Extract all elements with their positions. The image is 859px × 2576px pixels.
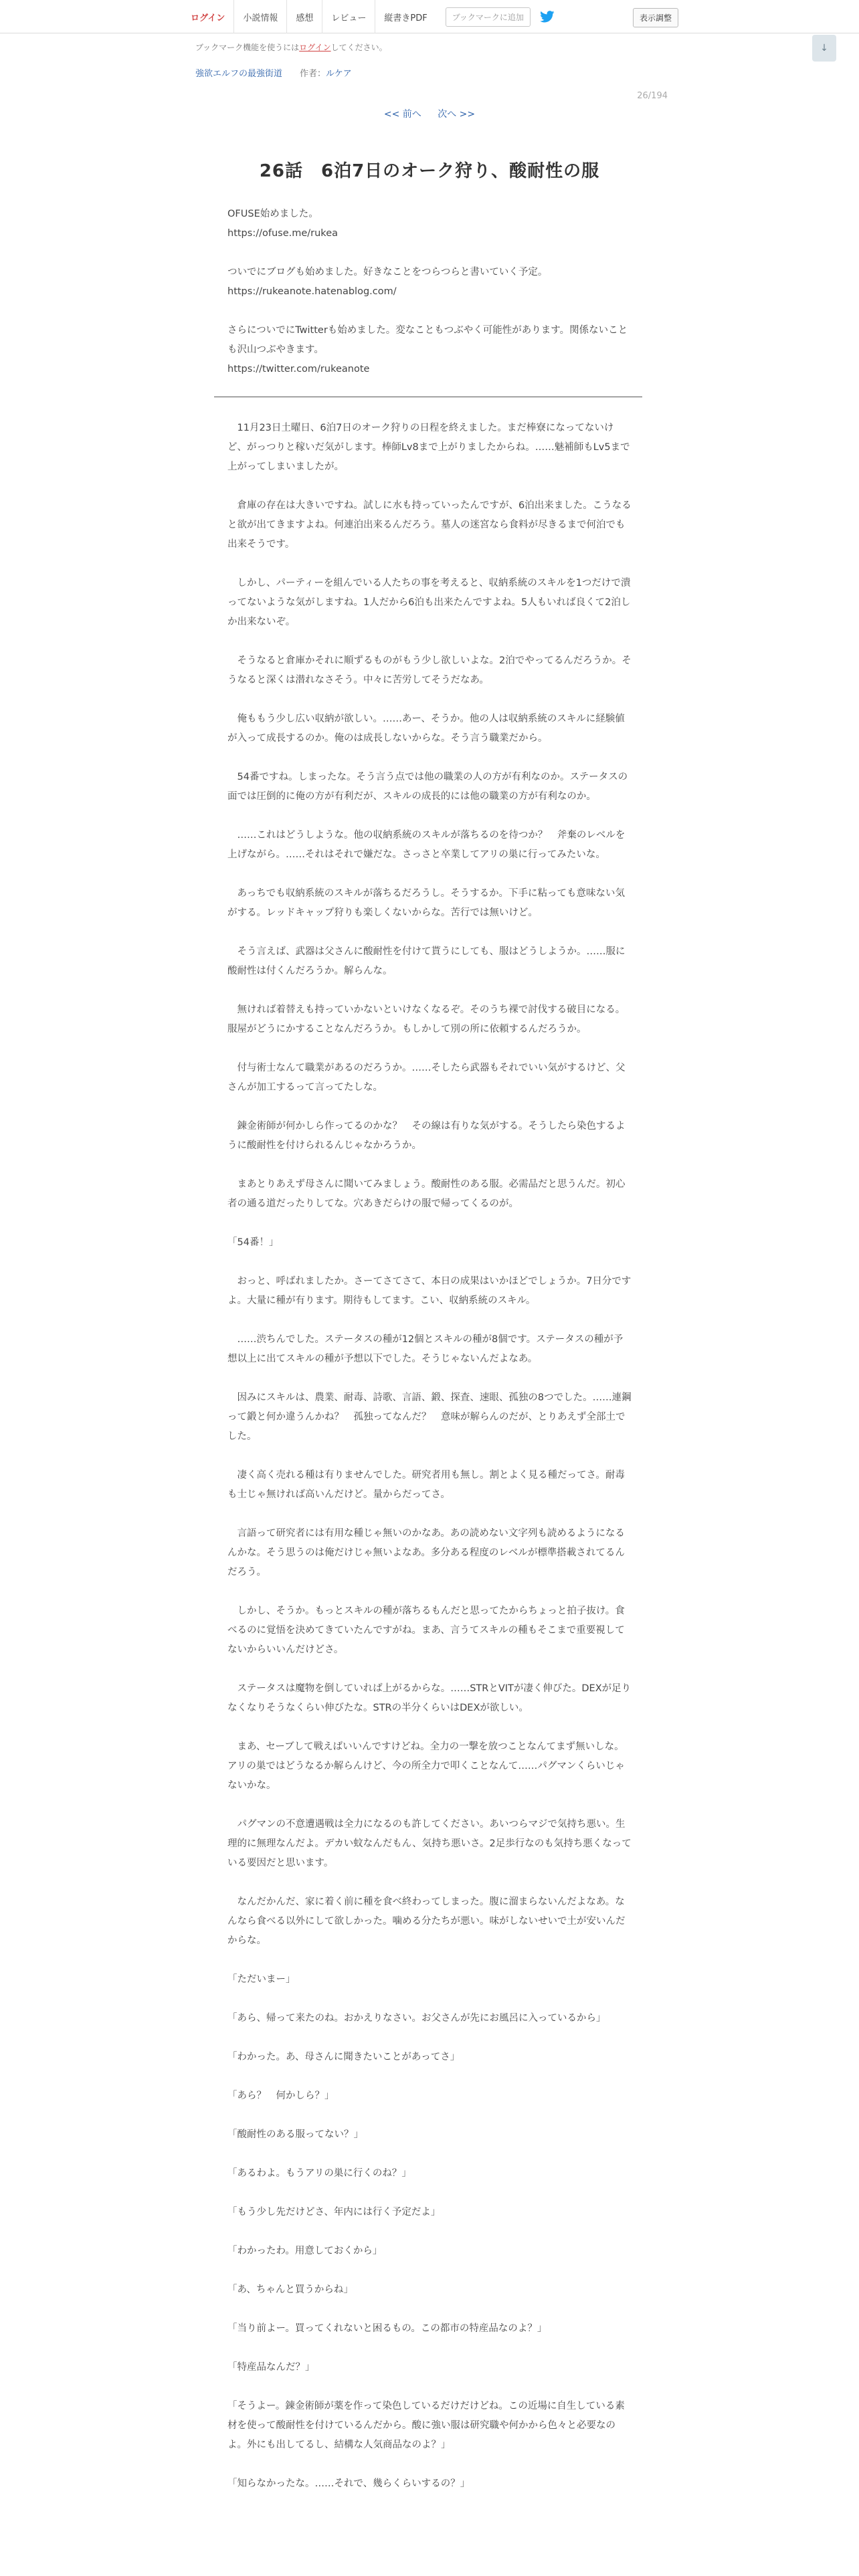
body-paragraph: 54番ですね。しまったな。そう言う点では他の職業の人の方が有利なのか。ステータスの面では圧倒的に俺の方が有利だが、スキルの成長的には他の職業の方が有利なのか。: [227, 772, 628, 802]
body-paragraph: あっちでも収納系統のスキルが落ちるだろうし。そうするか。下手に粘っても意味ない気がする。レッドキャップ狩りも楽しくないからな。苦行では無いけど。: [227, 888, 626, 918]
scroll-down-button[interactable]: ↓: [812, 35, 836, 62]
body-paragraph: 言語って研究者には有用な種じゃ無いのかなあ。あの読めない文字列も読めるようになるんかな。そう思うのは俺だけじゃ無いよなあ。多分ある程度のレベルが標準搭載されてるんだろう。: [227, 1528, 625, 1578]
body-paragraph: 「酸耐性のある服ってない？」: [227, 2129, 363, 2140]
body-paragraph: しかし、そうか。もっとスキルの種が落ちるもんだと思ってたからちょっと拍子抜け。食べるのに覚悟を決めてきていたんですがね。まあ、言うてスキルの種もそこまで重要視してないからいいんだけどさ。: [227, 1606, 625, 1655]
novel-title-link[interactable]: 強欲エルフの最強街道: [195, 69, 283, 79]
preface-paragraph: OFUSE始めました。 https://ofuse.me/rukea: [227, 209, 338, 239]
body-paragraph: パグマンの不意遭遇戦は全力になるのも許してください。あいつらマジで気持ち悪い。生理的に無理なんだよ。デカい蚊なんだもん、気持ち悪いさ。2足歩行なのも気持ち悪くなっている要因だと思います。: [227, 1819, 632, 1868]
body-paragraph: 「あら？ 何かしら？」: [227, 2090, 335, 2101]
next-chapter-link[interactable]: 次へ >>: [438, 109, 476, 120]
body-paragraph: ……これはどうしような。他の収納系統のスキルが落ちるのを待つか？ 斧棄のレベルを上げながら。……それはそれで嫌だな。さっさと卒業してアリの巣に行ってみたいな。: [227, 830, 626, 860]
body-paragraph: 倉庫の存在は大きいですね。試しに水も持っていったんですが、6泊出来ました。こうなると欲が出てきますよね。何連泊出来るんだろう。墓人の迷宮なら食料が尽きるまで何泊でも出来そうです。: [227, 500, 632, 550]
body-paragraph: まあとりあえず母さんに聞いてみましょう。酸耐性のある服。必需品だと思うんだ。初心者の通る道だったりしてな。穴あきだらけの服で帰ってくるのが。: [227, 1179, 626, 1209]
notice-suffix: してください。: [330, 43, 387, 52]
body-paragraph: おっと、呼ばれましたか。さーてさてさて、本日の成果はいかほどでしょうか。7日分ですよ。大量に種が有ります。期待もしてます。こい、収納系統のスキル。: [227, 1276, 632, 1306]
body-paragraph: なんだかんだ、家に着く前に種を食べ終わってしまった。腹に溜まらないんだよなあ。なんなら食べる以外にして欲しかった。噛める分たちが悪い。味がしないせいで土が安いんだからな。: [227, 1897, 626, 1946]
body-paragraph: 11月23日土曜日、6泊7日のオーク狩りの日程を終えました。まだ棒寮になってないけど、がっつりと稼いだ気がします。棒師Lv8まで上がりましたからね。……魅補師もLv5まで上がってしまいましたが。: [227, 423, 630, 472]
novel-header: [195, 66, 352, 79]
main-nav: [182, 0, 556, 33]
body-paragraph: 「あ、ちゃんと買うからね」: [227, 2284, 353, 2295]
bookmark-login-notice: [195, 41, 387, 53]
preface-paragraph: ついでにブログも始めました。好きなことをつらつらと書いていく予定。 https://rukeanote.hatenablog.com/: [227, 267, 548, 297]
body-paragraph: ……渋ちんでした。ステータスの種が12個とスキルの種が8個です。ステータスの種が予想以上に出てスキルの種が予想以下でした。そうじゃないんだよなあ。: [227, 1334, 624, 1364]
login-link[interactable]: ログイン: [191, 13, 225, 23]
body-paragraph: 凄く高く売れる種は有りませんでした。研究者用も無し。割とよく見る種だってさ。耐毒も士じゃ無ければ高いんだけど。量からだってさ。: [227, 1470, 625, 1500]
body-paragraph: 付与術士なんて職業があるのだろうか。……そしたら武器もそれでいい気がするけど、父さんが加工するって言ってたしな。: [227, 1063, 626, 1093]
display-settings-button[interactable]: 表示調整: [633, 8, 678, 27]
notice-prefix: ブックマーク機能を使うには: [195, 43, 300, 52]
page-number: 26/194: [637, 91, 668, 101]
top-navigation-bar: [0, 0, 859, 33]
body-paragraph: そう言えば、武器は父さんに酸耐性を付けて貰うにしても、服はどうしようか。……服に酸耐性は付くんだろうか。解らんな。: [227, 946, 626, 976]
body-paragraph: 「当り前よー。買ってくれないと困るもの。この都市の特産品なのよ？」: [227, 2323, 547, 2334]
author-link[interactable]: ルケア: [326, 69, 352, 79]
body-paragraph: 「あら、帰って来たのね。おかえりなさい。お父さんが先にお風呂に入っているから」: [227, 2013, 606, 2024]
add-bookmark-button[interactable]: ブックマークに追加: [446, 7, 531, 27]
prev-chapter-link[interactable]: << 前へ: [383, 109, 421, 120]
impressions-link[interactable]: 感想: [286, 0, 322, 33]
preface: [227, 205, 629, 399]
body-paragraph: 「わかった。あ、母さんに聞きたいことがあってさ」: [227, 2052, 460, 2062]
novel-info-link[interactable]: 小説情報: [233, 0, 286, 33]
notice-login-link[interactable]: ログイン: [299, 43, 331, 52]
body-paragraph: ステータスは魔物を倒していれば上がるからな。……STRとVITが凄く伸びた。DEXが足りなくなりそうなくらい伸びたな。STRの半分くらいはDEXが欲しい。: [227, 1683, 632, 1713]
review-link[interactable]: レビュー: [322, 0, 375, 33]
author-label: 作者：: [300, 69, 326, 79]
chapter-pager: [0, 107, 859, 120]
body-paragraph: 「あるわよ。もうアリの巣に行くのね？」: [227, 2168, 411, 2179]
body-paragraph: まあ、セーブして戦えばいいんですけどね。全力の一撃を放つことなんてまず無いしな。アリの巣ではどうなるか解らんけど、今の所全力で叩くことなんて……パグマンくらいじゃないかな。: [227, 1741, 625, 1791]
twitter-share-icon[interactable]: [540, 10, 556, 23]
body-paragraph: 「もう少し先だけどさ、年内には行く予定だよ」: [227, 2207, 441, 2218]
body-paragraph: 「特産品なんだ？」: [227, 2362, 315, 2373]
body-paragraph: しかし、パーティーを組んでいる人たちの事を考えると、収納系統のスキルを1つだけで潰ってないような気がしますね。1人だから6泊も出来たんですよね。5人もいれば良くて2泊しか出来ないぞ。: [227, 578, 631, 627]
body-paragraph: 「知らなかったな。……それで、幾らくらいするの？」: [227, 2478, 470, 2489]
body-paragraph: 無ければ着替えも持っていかないといけなくなるぞ。そのうち裸で討伐する破目になる。服屋がどうにかすることなんだろうか。もしかして別の所に依頼するんだろうか。: [227, 1004, 626, 1035]
body-paragraph: そうなると倉庫かそれに順ずるものがもう少し欲しいよな。2泊でやってるんだろうか。そうなると深くは潜れなさそう。中々に苦労してそうだなあ。: [227, 655, 632, 685]
body-paragraph: 「そうよー。錬金術師が薬を作って染色しているだけだけどね。この近場に自生している素材を使って酸耐性を付けているんだから。酸に強い服は研究職や何かから色々と必要なのよ。外にも出してるし、結構な人気商品なのよ？」: [227, 2401, 625, 2450]
chapter-body: [227, 419, 632, 2513]
author-info: [300, 66, 352, 79]
body-paragraph: 錬金術師が何かしら作ってるのかな？ その線は有りな気がする。そうしたら染色するように酸耐性を付けられるんじゃなかろうか。: [227, 1121, 626, 1151]
body-paragraph: 因みにスキルは、農業、耐毒、詩歌、言語、鍛、探査、速眼、孤独の8つでした。……連鋼って鍛と何か違うんかね？ 孤独ってなんだ？ 意味が解らんのだが、とりあえず全部土でした。: [227, 1392, 632, 1442]
vertical-pdf-link[interactable]: 縦書きPDF: [375, 0, 436, 33]
preface-paragraph: さらについでにTwitterも始めました。変なこともつぶやく可能性があります。関係ないことも沢山つぶやきます。 https://twitter.com/rukeanote: [227, 325, 628, 374]
body-paragraph: 「わかったわ。用意しておくから」: [227, 2246, 383, 2256]
body-paragraph: 「54番！」: [227, 1237, 279, 1248]
body-paragraph: 「ただいまー」: [227, 1974, 296, 1985]
body-paragraph: 俺ももう少し広い収納が欲しい。……あー、そうか。他の人は収納系統のスキルに経験値が入って成長するのか。俺のは成長しないからな。そう言う職業だから。: [227, 714, 625, 744]
chapter-title: 26話 6泊7日のオーク狩り、酸耐性の服: [259, 161, 600, 181]
